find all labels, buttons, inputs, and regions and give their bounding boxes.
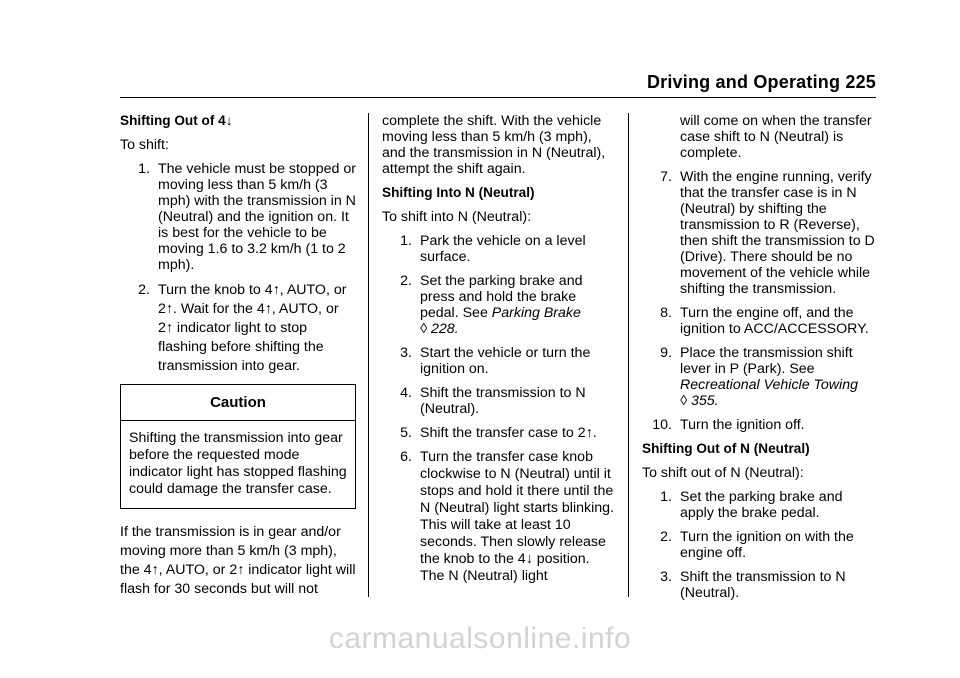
list-item	[382, 385, 616, 417]
page-reference[interactable]: ◊ 355.	[680, 393, 719, 409]
list-number: 1.	[660, 489, 672, 505]
list-text: Start the vehicle or turn the ignition on.	[420, 345, 591, 377]
list-item	[120, 161, 356, 273]
column-1	[120, 113, 356, 599]
page-title: Driving and Operating 225	[646, 72, 876, 92]
cross-reference-link[interactable]: Parking Brake	[491, 305, 581, 321]
list-text: Shift the transfer case to 2↑.	[420, 425, 597, 441]
page-reference[interactable]: ◊ 228.	[420, 321, 459, 337]
list-text: Turn the ignition on with the engine off.	[680, 529, 854, 561]
list-item-continued	[642, 113, 876, 161]
header-rule	[120, 97, 876, 98]
column-divider-right	[628, 113, 629, 597]
list-text: The vehicle must be stopped or moving less than 5 km/h (3 mph) with the transmission in N (Neutral) and the ignition on. It is best for the vehicle to be moving 1.6 to 3.2 km/h (1 to 2 mph).	[158, 161, 356, 273]
list-text: Turn the engine off, and the ignition to ACC/ACCESSORY.	[680, 305, 869, 337]
list-number: 3.	[660, 569, 672, 585]
list-item	[642, 417, 876, 433]
list-item	[382, 425, 616, 441]
list-number: 6.	[400, 449, 412, 465]
list-number: 8.	[660, 305, 672, 321]
list-number: 9.	[660, 345, 672, 361]
intro-text: To shift into N (Neutral):	[382, 209, 532, 225]
list-text: will come on when the transfer case shift to N (Neutral) is complete.	[680, 113, 872, 161]
intro-text: To shift:	[120, 137, 169, 153]
list-text: Park the vehicle on a level surface.	[420, 233, 586, 265]
section-heading: Shifting Into N (Neutral)	[382, 185, 535, 200]
list-text: Set the parking brake and apply the brake pedal.	[680, 489, 843, 521]
list-text: Place the transmission shift lever in P (Park). See	[680, 345, 853, 377]
list-item	[382, 345, 616, 377]
column-divider-left	[368, 113, 369, 597]
list-item	[382, 449, 616, 585]
list-item	[642, 305, 876, 337]
paragraph: complete the shift. With the vehicle moving less than 5 km/h (3 mph), and the transmission in N (Neutral), attempt the shift again.	[382, 113, 606, 177]
list-item	[382, 233, 616, 265]
list-number: 5.	[400, 425, 412, 441]
list-text: With the engine running, verify that the transfer case is in N (Neutral) by shifting the transmission to R (Reverse), then shift the transmission to D (Drive). There should be no movement of the vehicle while shifting the transmission.	[680, 169, 875, 297]
cross-reference-link[interactable]: Recreational Vehicle Towing	[680, 377, 858, 393]
list-number: 10.	[652, 417, 672, 433]
list-number: 4.	[400, 385, 412, 401]
caution-title: Caution	[121, 385, 355, 421]
list-text: Shift the transmission to N (Neutral).	[680, 569, 846, 601]
intro-text: To shift out of N (Neutral):	[642, 465, 804, 481]
list-item	[120, 281, 356, 376]
list-number: 2.	[660, 529, 672, 545]
list-item	[642, 169, 876, 297]
list-item	[642, 345, 876, 409]
list-text: Turn the knob to 4↑, AUTO, or 2↑. Wait for the 4↑, AUTO, or 2↑ indicator light to stop flashing before shifting the transmission into gear.	[158, 282, 347, 374]
list-number: 1.	[400, 233, 412, 249]
section-heading: Shifting Out of N (Neutral)	[642, 441, 810, 456]
list-number: 3.	[400, 345, 412, 361]
paragraph: If the transmission is in gear and/or moving more than 5 km/h (3 mph), the 4↑, AUTO, or 2↑ indicator light will flash for 30 seconds but will not	[120, 524, 356, 597]
list-text: Turn the ignition off.	[680, 417, 805, 433]
list-text: Set the parking brake and press and hold the brake pedal. See	[420, 273, 583, 321]
column-2	[382, 113, 616, 593]
list-number: 2.	[138, 282, 150, 298]
page-header	[120, 70, 876, 98]
list-item	[642, 569, 876, 601]
list-number: 1.	[138, 161, 150, 177]
list-text: Shift the transmission to N (Neutral).	[420, 385, 586, 417]
caution-box	[120, 384, 356, 509]
list-item	[382, 273, 616, 337]
list-text: Turn the transfer case knob clockwise to N (Neutral) until it stops and hold it there until the N (Neutral) light starts blinking. This will take at least 10 seconds. Then slowly release the knob to the 4↓ position. The N (Neutral) light	[420, 449, 614, 584]
list-item	[642, 529, 876, 561]
column-3	[642, 113, 876, 609]
list-number: 2.	[400, 273, 412, 289]
caution-text: Shifting the transmission into gear before the requested mode indicator light has stopped flashing could damage the transfer case.	[129, 430, 347, 497]
list-number: 7.	[660, 169, 672, 185]
watermark: carmanualsonline.info	[328, 622, 632, 655]
section-heading: Shifting Out of 4↓	[120, 113, 233, 128]
list-item	[642, 489, 876, 521]
